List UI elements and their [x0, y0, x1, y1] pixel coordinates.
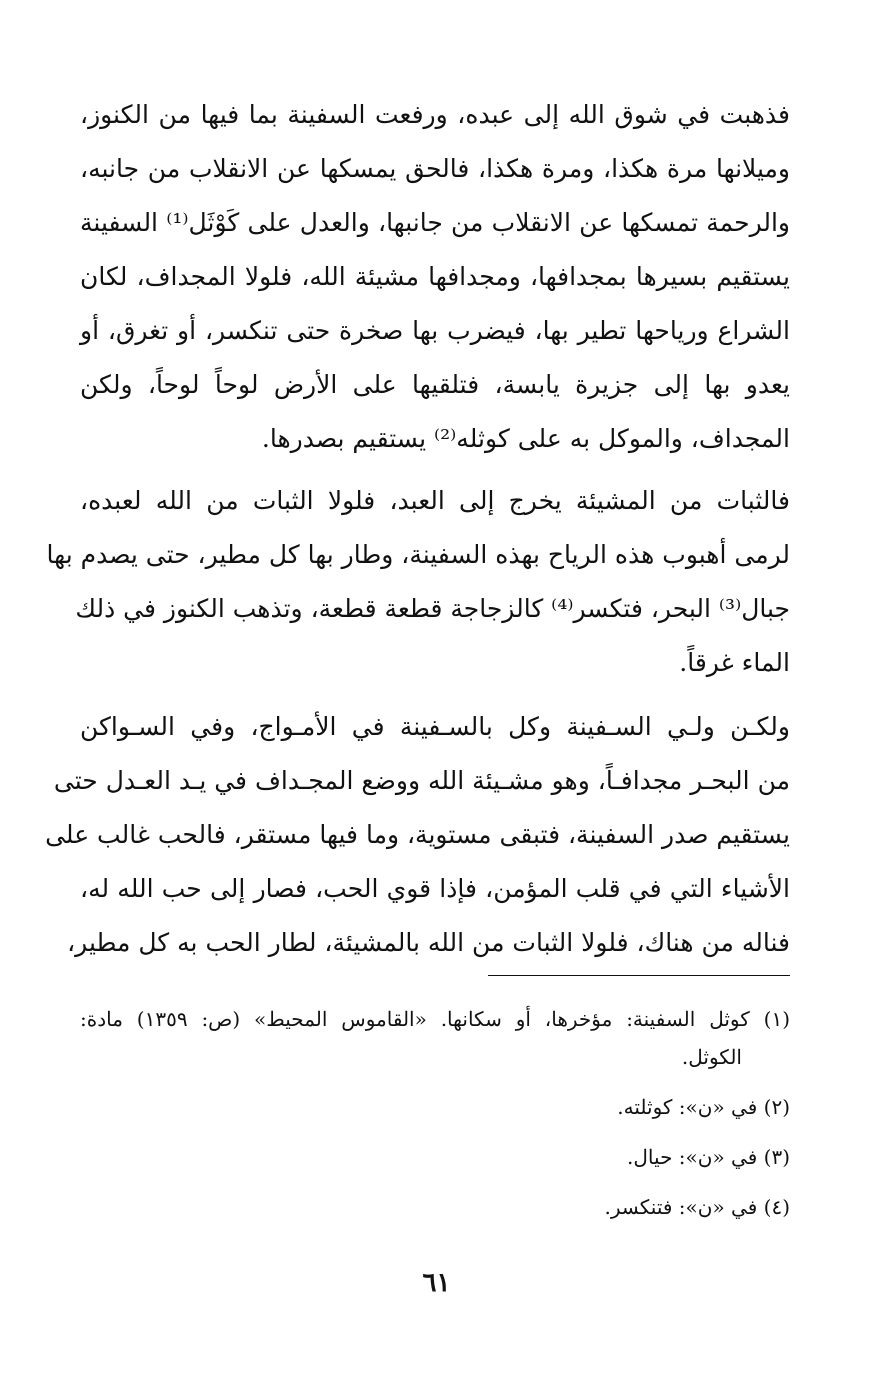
footnote-2 [80, 1088, 790, 1126]
text-line: جبال⁽³⁾ البحر، فتكسر⁽⁴⁾ كالزجاجة قطعة قطعة، وتذهب الكنوز في ذلك [75, 594, 790, 623]
text-line: يستقيم صدر السفينة، فتبقى مستوية، وما فيها مستقر، فالحب غالب على [45, 820, 790, 849]
footnote-line: (٢) في «ن»: كوثلته. [617, 1095, 790, 1119]
paragraph-2 [46, 474, 790, 690]
text-line: الأشياء التي في قلب المؤمن، فإذا قوي الحب، فصار إلى حب الله له، [80, 874, 790, 903]
paragraph-3 [45, 700, 790, 970]
text-line: ولكـن ولـي السـفينة وكل بالسـفينة في الأمـواج، وفي السـواكن [80, 712, 790, 741]
text-line: الشراع ورياحها تطير بها، فيضرب بها صخرة حتى تنكسر، أو تغرق، أو [80, 316, 790, 345]
footnote-line: (٣) في «ن»: حيال. [627, 1145, 790, 1169]
page-number: ٦١ [422, 1268, 451, 1298]
text-line: يستقيم بسيرها بمجدافها، ومجدافها مشيئة الله، فلولا المجداف، لكان [80, 262, 790, 291]
footnote-line: (١) كوثل السفينة: مؤخرها، أو سكانها. «القاموس المحيط» (ص: ١٣٥٩) مادة: [80, 1007, 790, 1031]
text-line: فذهبت في شوق الله إلى عبده، ورفعت السفينة بما فيها من الكنوز، [80, 100, 790, 129]
text-line: فالثبات من المشيئة يخرج إلى العبد، فلولا الثبات من الله لعبده، [80, 486, 790, 515]
text-line: لرمى أهبوب هذه الرياح بهذه السفينة، وطار بها كل مطير، حتى يصدم بها [46, 540, 790, 569]
footnote-3 [80, 1138, 790, 1176]
footnote-4 [80, 1188, 790, 1226]
footnotes [80, 1000, 790, 1226]
text-line: الماء غرقاً. [679, 648, 790, 677]
footnote-line: (٤) في «ن»: فتنكسر. [604, 1195, 790, 1219]
footnote-1 [80, 1000, 790, 1076]
text-line: من البحـر مجدافـاً، وهو مشـيئة الله ووضع المجـداف في يـد العـدل حتى [53, 766, 790, 795]
footnote-line: الكوثل. [681, 1045, 742, 1069]
text-line: والرحمة تمسكها عن الانقلاب من جانبها، والعدل على كَوْثَل⁽¹⁾ السفينة [80, 208, 791, 237]
text-line: المجداف، والموكل به على كوثله⁽²⁾ يستقيم بصدرها. [261, 424, 790, 453]
text-line: وميلانها مرة هكذا، ومرة هكذا، فالحق يمسكها عن الانقلاب من جانبه، [80, 154, 790, 183]
text-line: فناله من هناك، فلولا الثبات من الله بالمشيئة، لطار الحب به كل مطير، [67, 928, 790, 957]
footnote-separator [488, 975, 790, 976]
paragraph-1 [80, 88, 790, 466]
main-text [45, 88, 791, 970]
text-line: يعدو بها إلى جزيرة يابسة، فتلقيها على الأرض لوحاً لوحاً، ولكن [80, 370, 790, 399]
